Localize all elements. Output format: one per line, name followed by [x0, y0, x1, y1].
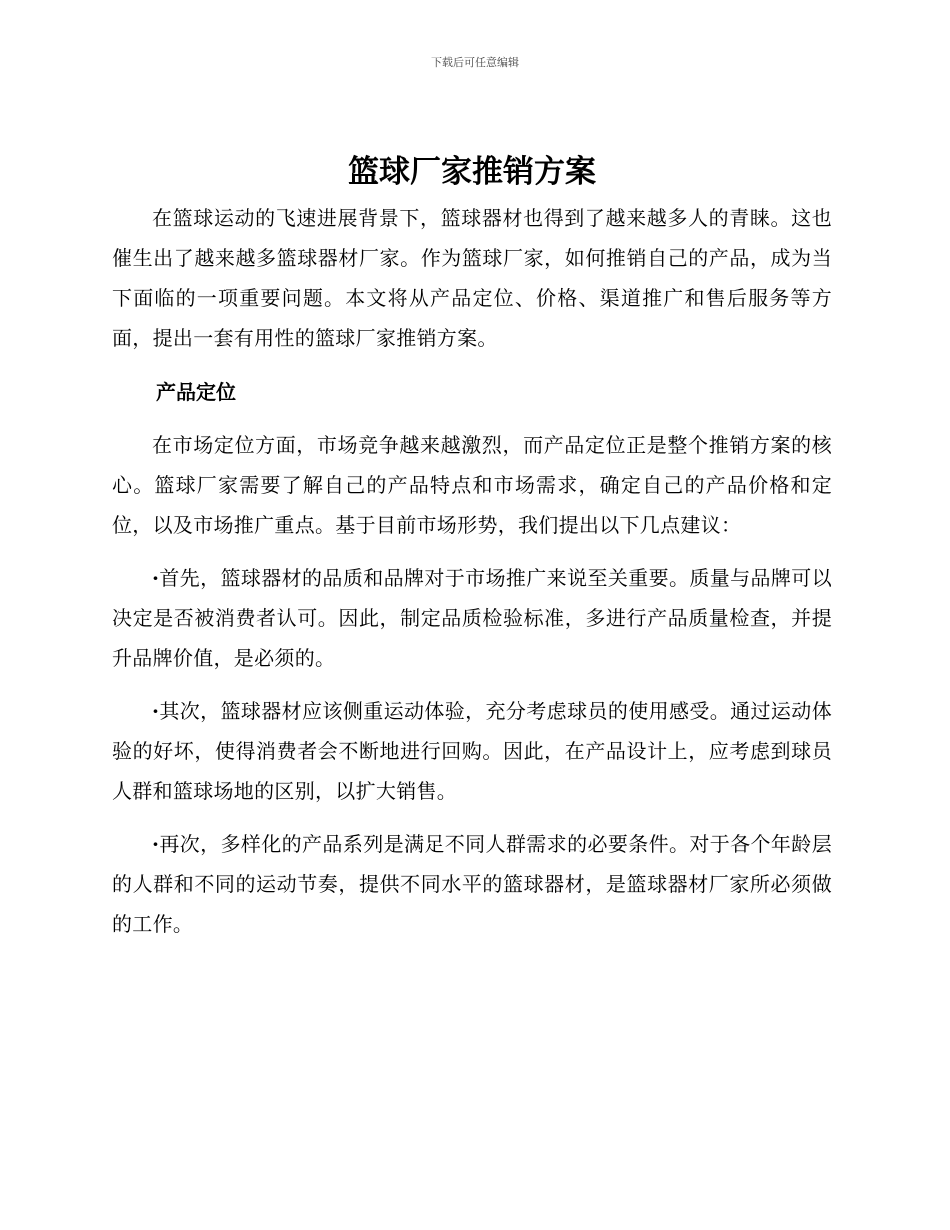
section-paragraph: 在市场定位方面，市场竞争越来越激烈，而产品定位正是整个推销方案的核心。篮球厂家需要了解自己的产品特点和市场需求，确定自己的产品价格和定位，以及市场推广重点。基于目前市场形势，我们提出以下几点建议： — [112, 433, 832, 537]
bullet-item — [112, 558, 832, 678]
bullet-marker: · — [152, 699, 160, 723]
bullet-text: 其次，篮球器材应该侧重运动体验，充分考虑球员的使用感受。通过运动体验的好坏，使得消费者会不断地进行回购。因此，在产品设计上，应考虑到球员人群和篮球场地的区别，以扩大销售。 — [112, 699, 832, 803]
intro-paragraph: 在篮球运动的飞速进展背景下，篮球器材也得到了越来越多人的青睐。这也催生出了越来越多篮球器材厂家。作为篮球厂家，如何推销自己的产品，成为当下面临的一项重要问题。本文将从产品定位、价格、渠道推广和售后服务等方面，提出一套有用性的篮球厂家推销方案。 — [112, 206, 832, 350]
bullet-item — [112, 691, 832, 811]
bullet-marker: · — [152, 832, 160, 856]
document-body — [112, 150, 832, 944]
bullet-text: 再次，多样化的产品系列是满足不同人群需求的必要条件。对于各个年龄层的人群和不同的运动节奏，提供不同水平的篮球器材，是篮球器材厂家所必须做的工作。 — [112, 832, 832, 936]
document-title: 篮球厂家推销方案 — [348, 154, 596, 190]
header-note: 下载后可任意编辑 — [431, 56, 519, 69]
bullet-marker: · — [152, 566, 160, 590]
bullet-item — [112, 824, 832, 944]
bullet-text: 首先，篮球器材的品质和品牌对于市场推广来说至关重要。质量与品牌可以决定是否被消费者认可。因此，制定品质检验标准，多进行产品质量检查，并提升品牌价值，是必须的。 — [112, 566, 832, 670]
section-heading-product-positioning: 产品定位 — [156, 380, 236, 404]
